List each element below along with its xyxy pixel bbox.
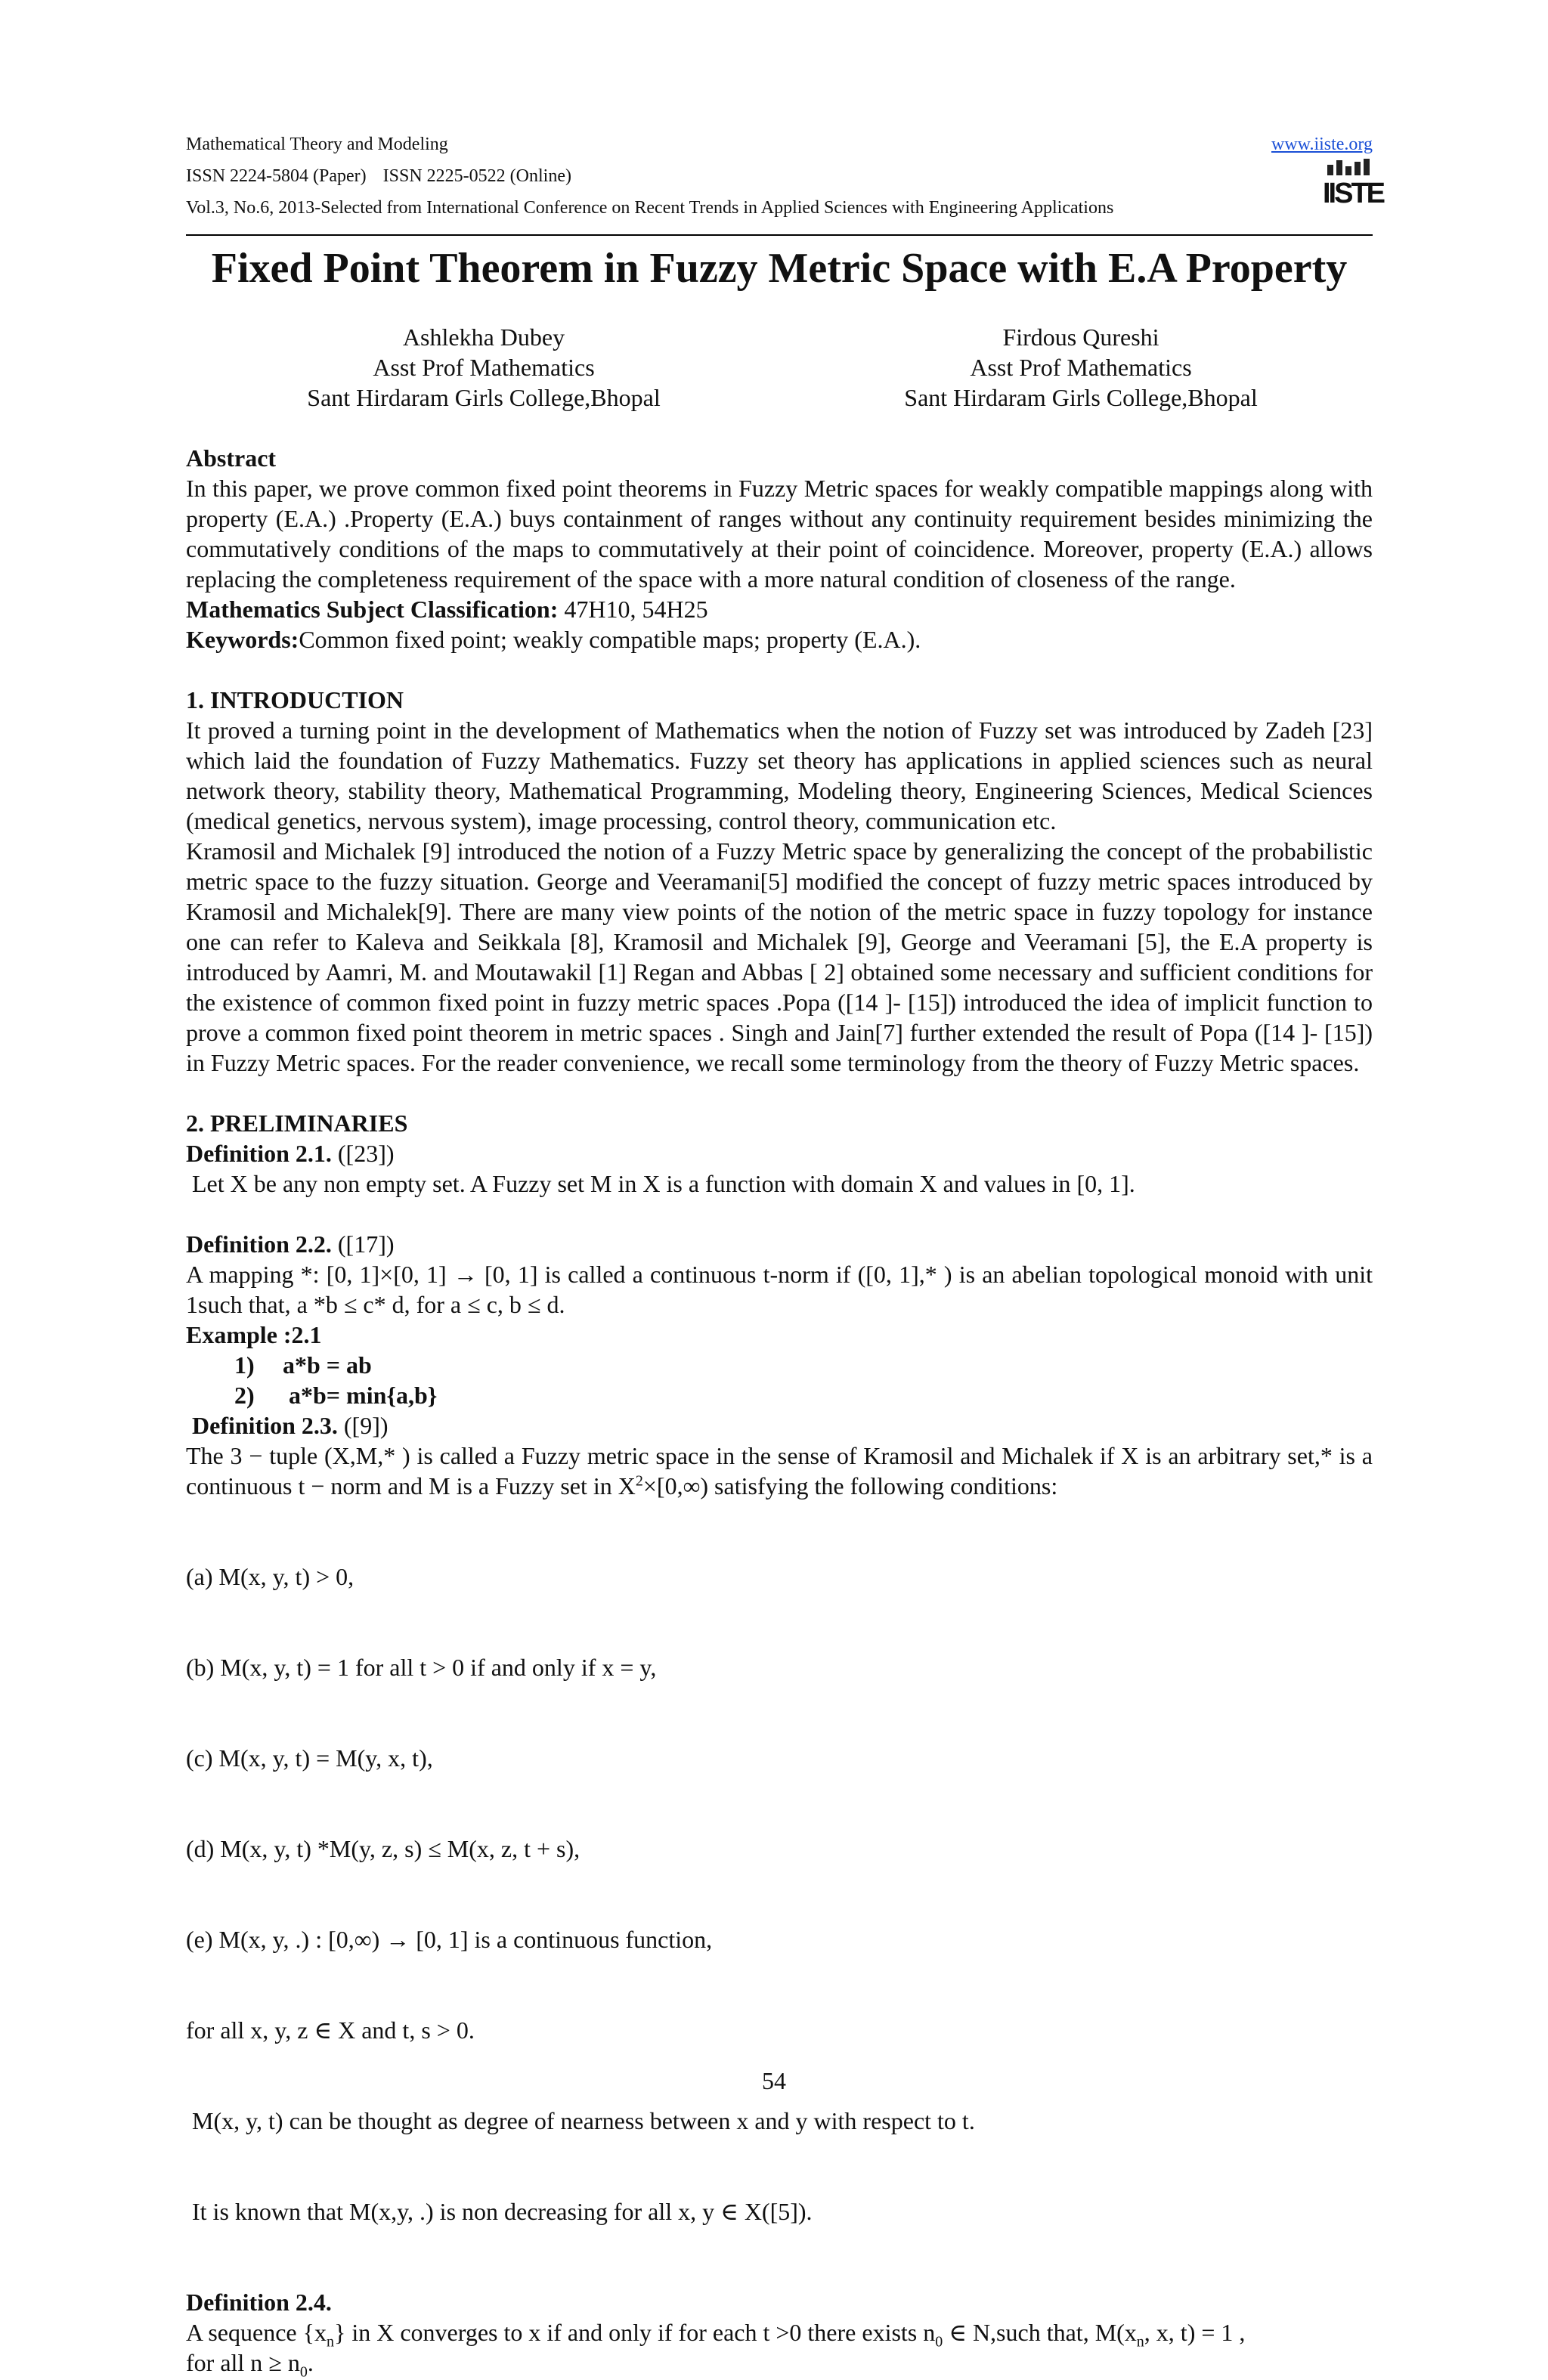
author-role: Asst Prof Mathematics	[373, 354, 595, 381]
definition-heading	[186, 1229, 1373, 1259]
definition-label: Definition 2.1.	[186, 1140, 332, 1167]
journal-header-line	[186, 133, 1373, 156]
page-number: 54	[762, 2067, 786, 2094]
definition-label: Definition 2.3.	[186, 1412, 338, 1439]
author-role: Asst Prof Mathematics	[970, 354, 1192, 381]
definition-ref: ([9])	[337, 1412, 389, 1439]
definition-text: for all $n \ge n_0$.	[186, 2349, 314, 2380]
header-divider	[186, 234, 1373, 236]
list-item: It is known that M(x,y, .) is non decreasing for all x, y ∈ X([5]).	[186, 2198, 813, 2225]
msc-label: Mathematics Subject Classification:	[186, 596, 559, 623]
msc-line	[186, 594, 1373, 624]
introduction-paragraph: It proved a turning point in the development of Mathematics when the notion of Fuzzy set was introduced by Zadeh [23] which laid the foundation of Fuzzy Mathematics. Fuzzy set theory has applications in applied sciences such as neural network theory, stability theory, Mathematical Programming, Modeling theory, Engineering Sciences, Medical Sciences (medical genetics, nervous system), image processing, control theory, communication etc.	[186, 716, 1373, 834]
author-block	[854, 322, 1308, 413]
issn-line	[186, 165, 1373, 187]
example-label: Example :2.1	[186, 1321, 322, 1348]
definition-heading	[186, 1138, 1373, 1168]
list-item: for all x, y, z ∈ X and t, s > 0.	[186, 2016, 475, 2044]
abstract-text: In this paper, we prove common fixed point theorems in Fuzzy Metric spaces for weakly compatible mappings along with property (E.A.) .Property (E.A.) buys containment of ranges without any continuity requirement besides minimizing the commutatively conditions of the maps to commutatively at their point of coincidence. Moreover, property (E.A.) allows replacing the completeness requirement of the space with a more natural condition of closeness of the range.	[186, 475, 1373, 593]
definition-text: The 3 − tuple (X,M,* ) is called a Fuzzy metric space in the sense of Kramosil and Michalek if X is an arbitrary set,* is a continuous t − norm and M is a Fuzzy set in $X^2\times[0,\infty)$ satisfying the following conditions:	[186, 1442, 1373, 1499]
msc-value: 47H10, 54H25	[558, 596, 708, 623]
conditions-list	[186, 1501, 1373, 2287]
author-affiliation: Sant Hirdaram Girls College,Bhopal	[904, 384, 1258, 411]
definition-text: Let X be any non empty set. A Fuzzy set M in X is a function with domain X and values in [0, 1].	[186, 1170, 1135, 1197]
author-affiliation: Sant Hirdaram Girls College,Bhopal	[307, 384, 661, 411]
logo-text: IISTE	[1323, 178, 1384, 209]
preliminaries-heading: 2. PRELIMINARIES	[186, 1110, 408, 1137]
list-item: (b) M(x, y, t) = 1 for all t > 0 if and only if x = y,	[186, 1654, 657, 1681]
example-list	[186, 1350, 1373, 1410]
list-item: 1) a*b = ab	[234, 1351, 372, 1379]
issn-online: ISSN 2225-0522 (Online)	[382, 166, 571, 186]
author-block	[257, 322, 711, 413]
definition-text: A sequence $\{x_n\}$ in X converges to x if and only if for each t >0 there exists $n_0$ ∈ N,such that, $M(x_n$, x, t) = 1 ,	[186, 2319, 1246, 2351]
journal-name: Mathematical Theory and Modeling	[186, 135, 448, 154]
list-item: 2) a*b= min{a,b}	[234, 1382, 438, 1409]
introduction-heading: 1. INTRODUCTION	[186, 686, 404, 713]
abstract-heading: Abstract	[186, 444, 277, 472]
iiste-logo	[1321, 159, 1384, 216]
list-item: M(x, y, t) can be thought as degree of nearness between x and y with respect to t.	[186, 2107, 975, 2134]
definition-text: A mapping *: [0, 1]×[0, 1] → [0, 1] is called a continuous t-norm if ([0, 1],* ) is an abelian topological monoid with unit 1such that, a *b ≤ c* d, for a ≤ c, b ≤ d.	[186, 1261, 1373, 1318]
keywords-line	[186, 624, 1373, 655]
journal-url-link[interactable]: www.iiste.org	[1271, 135, 1373, 154]
definition-label: Definition 2.4.	[186, 2289, 332, 2316]
paper-title: Fixed Point Theorem in Fuzzy Metric Space with E.A Property	[211, 245, 1348, 292]
logo-bars-icon	[1327, 159, 1370, 175]
author-name: Ashlekha Dubey	[402, 323, 565, 351]
definition-ref: ([17])	[331, 1230, 395, 1258]
keywords-label: Keywords:	[186, 626, 299, 653]
volume-line: Vol.3, No.6, 2013-Selected from International Conference on Recent Trends in Applied Sciences with Engineering Applications	[186, 198, 1114, 218]
author-name: Firdous Qureshi	[1002, 323, 1159, 351]
definition-ref: ([23])	[331, 1140, 395, 1167]
list-item: (c) M(x, y, t) = M(y, x, t),	[186, 1744, 433, 1772]
issn-paper: ISSN 2224-5804 (Paper)	[186, 166, 367, 186]
introduction-paragraph: Kramosil and Michalek [9] introduced the notion of a Fuzzy Metric space by generalizing the concept of the probabilistic metric space to the fuzzy situation. George and Veeramani[5] modified the concept of fuzzy metric spaces introduced by Kramosil and Michalek[9]. There are many view points of the notion of the metric space in fuzzy topology for instance one can refer to Kaleva and Seikkala [8], Kramosil and Michalek [9], George and Veeramani [5], the E.A property is introduced by Aamri, M. and Moutawakil [1] Regan and Abbas [ 2] obtained some necessary and sufficient conditions for the existence of common fixed point in fuzzy metric spaces .Popa ([14 ]- [15]) introduced the idea of implicit function to prove a common fixed point theorem in metric spaces . Singh and Jain[7] further extended the result of Popa ([14 ]- [15]) in Fuzzy Metric spaces. For the reader convenience, we recall some terminology from the theory of Fuzzy Metric spaces.	[186, 837, 1373, 1076]
definition-heading	[186, 1410, 1373, 1441]
list-item: (d) M(x, y, t) *M(y, z, s) ≤ M(x, z, t + s),	[186, 1835, 580, 1862]
list-item: (a) M(x, y, t) > 0,	[186, 1563, 354, 1590]
list-item: (e) M(x, y, .) : [0,∞) → [0, 1] is a continuous function,	[186, 1926, 713, 1953]
keywords-value: Common fixed point; weakly compatible maps; property (E.A.).	[299, 626, 921, 653]
definition-label: Definition 2.2.	[186, 1230, 332, 1258]
